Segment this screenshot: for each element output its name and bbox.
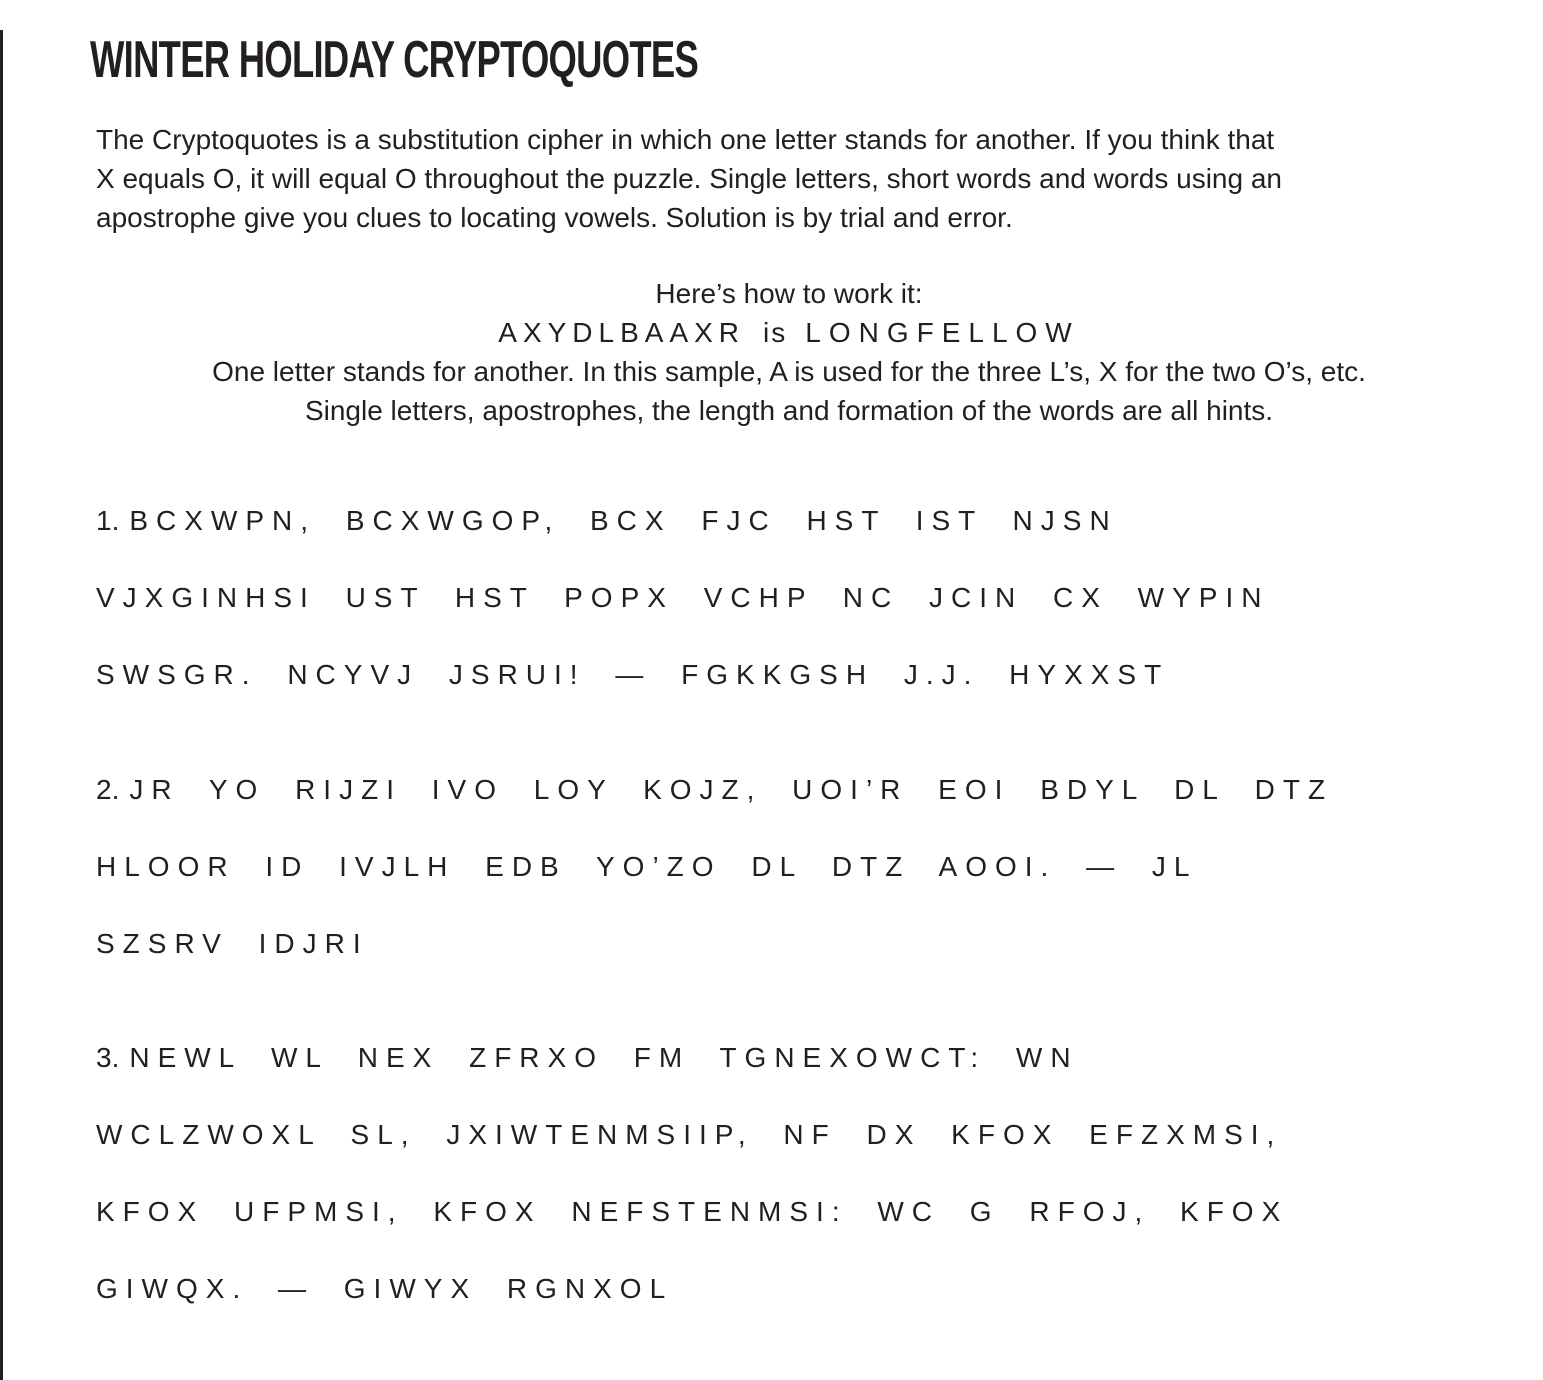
intro-line: The Cryptoquotes is a substitution cipher in which one letter stands for another. If you think that: [96, 124, 1275, 155]
puzzle-number: 2.: [96, 774, 120, 805]
puzzle-line: GIWQX. — GIWYX RGNXOL: [96, 1273, 674, 1304]
sample-plain-word: LONGFELLOW: [805, 317, 1080, 348]
cipher-text: BCXWPN, BCXWGOP, BCX FJC HST IST NJSN: [129, 505, 1118, 536]
intro-paragraph: [96, 120, 1496, 237]
intro-line: apostrophe give you clues to locating vowels. Solution is by trial and error.: [96, 202, 1013, 233]
puzzle-line: [96, 1019, 1536, 1096]
how-to-explanation: Single letters, apostrophes, the length and formation of the words are all hints.: [304, 395, 1274, 426]
cryptoquote-puzzle-2: [96, 751, 1536, 982]
how-to-heading: Here’s how to work it:: [655, 278, 923, 309]
page-title: WINTER HOLIDAY CRYPTOQUOTES: [90, 31, 699, 89]
puzzle-line: WCLZWOXL SL, JXIWTENMSIIP, NF DX KFOX EFZXMSI,: [96, 1119, 1283, 1150]
cryptoquote-puzzle-3: [96, 1019, 1536, 1327]
puzzle-number: 1.: [96, 505, 120, 536]
cryptoquote-puzzle-1: [96, 482, 1536, 713]
sample-example: [0, 313, 1543, 352]
puzzle-line: HLOOR ID IVJLH EDB YO’ZO DL DTZ AOOI. — JL: [96, 851, 1198, 882]
how-to-section: [0, 274, 1543, 430]
puzzle-line: [96, 751, 1536, 828]
puzzle-line: SWSGR. NCYVJ JSRUI! — FGKKGSH J.J. HYXXST: [96, 659, 1170, 690]
intro-line: X equals O, it will equal O throughout the puzzle. Single letters, short words and words using an: [96, 163, 1282, 194]
sample-is-word: is: [763, 317, 788, 348]
puzzle-line: VJXGINHSI UST HST POPX VCHP NC JCIN CX WYPIN: [96, 582, 1270, 613]
puzzle-line: KFOX UFPMSI, KFOX NEFSTENMSI: WC G RFOJ, KFOX: [96, 1196, 1289, 1227]
puzzle-number: 3.: [96, 1042, 120, 1073]
puzzle-line: [96, 482, 1536, 559]
left-margin-rule: [0, 30, 3, 1380]
sample-cipher-word: AXYDLBAAXR: [498, 317, 746, 348]
how-to-explanation: One letter stands for another. In this sample, A is used for the three L’s, X for the two O’s, etc.: [212, 356, 1366, 387]
cipher-text: JR YO RIJZI IVO LOY KOJZ, UOI’R EOI BDYL DL DTZ: [129, 774, 1334, 805]
puzzle-line: SZSRV IDJRI: [96, 928, 369, 959]
cipher-text: NEWL WL NEX ZFRXO FM TGNEXOWCT: WN: [129, 1042, 1079, 1073]
